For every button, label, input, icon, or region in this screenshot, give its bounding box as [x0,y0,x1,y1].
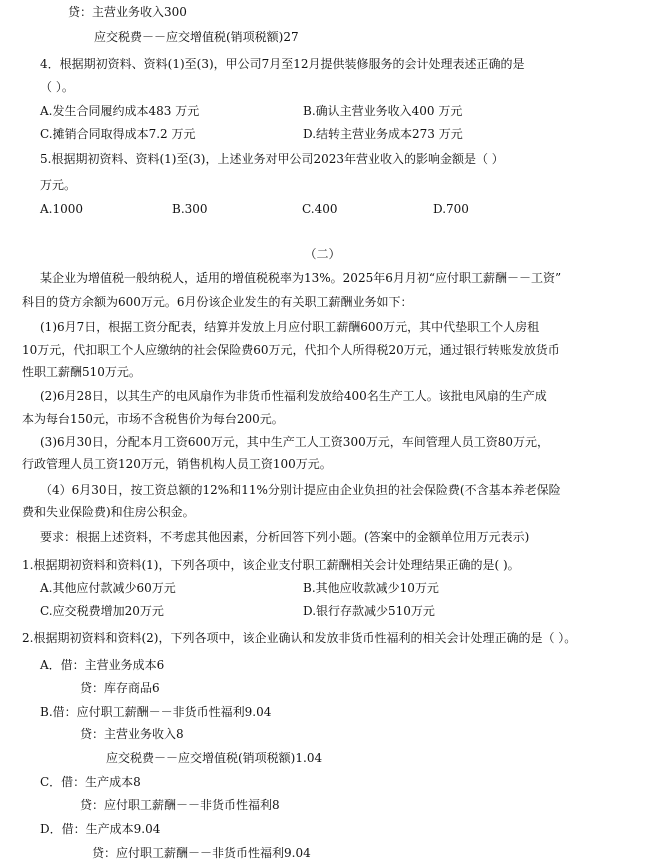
intro-line-1: 某企业为增值税一般纳税人，适用的增值税税率为13%。2025年6月月初“应付职工薪酬－－工资” [40,271,562,285]
q1-option-c: C.应交税费增加20万元 [40,604,164,618]
q2-option-d-debit: D．借：生产成本9.04 [40,822,161,836]
q2-option-b-credit-2: 应交税费－－应交增值税(销项税额)1.04 [106,751,323,765]
q1-stem: 1.根据期初资料和资料(1)，下列各项中，该企业支付职工薪酬相关会计处理结果正确的是( )。 [22,558,520,572]
requirement-text: 要求：根据上述资料，不考虑其他因素，分析回答下列小题。(答案中的金额单位用万元表示) [40,530,530,544]
q5-option-b: B.300 [172,202,208,216]
item-3-line-1: (3)6月30日，分配本月工资600万元，其中生产工人工资300万元，车间管理人员工资80万元， [40,435,549,449]
q1-option-b: B.其他应收款减少10万元 [303,581,439,595]
q2-option-a-credit: 贷：库存商品6 [80,681,160,695]
q5-stem: 5.根据期初资料、资料(1)至(3)，上述业务对甲公司2023年营业收入的影响金额是（ ） [40,152,504,166]
q5-option-c: C.400 [302,202,338,216]
q2-option-c-credit: 贷：应付职工薪酬－－非货币性福利8 [80,798,280,812]
q4-stem-cont: （ ）。 [40,80,74,94]
item-2-line-2: 本为每台150元，市场不含税售价为每台200元。 [22,412,284,426]
q2-option-b-credit: 贷：主营业务收入8 [80,727,184,741]
q4-stem: 4．根据期初资料、资料(1)至(3)，甲公司7月至12月提供装修服务的会计处理表述正确的是 [40,57,525,71]
q1-option-a: A.其他应付款减少60万元 [40,581,176,595]
item-1-line-2: 10万元，代扣职工个人应缴纳的社会保险费60万元，代扣个人所得税20万元，通过银行转账发放货币 [22,343,560,357]
item-4-line-2: 费和失业保险费)和住房公积金。 [22,505,195,519]
q5-stem-cont: 万元。 [40,178,77,192]
q4-option-d: D.结转主营业务成本273 万元 [303,127,463,141]
item-1-line-3: 性职工薪酬510万元。 [22,365,141,379]
q2-option-c-debit: C．借：生产成本8 [40,775,141,789]
q2-stem: 2.根据期初资料和资料(2)，下列各项中，该企业确认和发放非货币性福利的相关会计处理正确的是（ ）。 [22,631,577,645]
q4-option-b: B.确认主营业务收入400 万元 [303,104,463,118]
q4-option-c: C.摊销合同取得成本7.2 万元 [40,127,196,141]
intro-line-2: 科目的贷方余额为600万元。6月份该企业发生的有关职工薪酬业务如下： [22,295,413,309]
q2-option-d-credit: 贷：应付职工薪酬－－非货币性福利9.04 [92,846,311,860]
item-1-line-1: (1)6月7日，根据工资分配表，结算并发放上月应付职工薪酬600万元，其中代垫职工个人房租 [40,320,540,334]
q1-option-d: D.银行存款减少510万元 [303,604,435,618]
entry-credit-line: 贷：主营业务收入300 [68,5,187,19]
q5-option-a: A.1000 [40,202,84,216]
q4-option-a: A.发生合同履约成本483 万元 [40,104,200,118]
item-4-line-1: （4）6月30日，按工资总额的12%和11%分别计提应由企业负担的社会保险费(不含基本养老保险 [40,483,561,497]
section-title: （二） [304,247,341,261]
entry-credit-subline: 应交税费－－应交增值税(销项税额)27 [94,30,299,44]
q2-option-a-debit: A．借：主营业务成本6 [40,658,165,672]
q5-option-d: D.700 [433,202,469,216]
item-3-line-2: 行政管理人员工资120万元，销售机构人员工资100万元。 [22,457,332,471]
item-2-line-1: (2)6月28日，以其生产的电风扇作为非货币性福利发放给400名生产工人。该批电风扇的生产成 [40,389,547,403]
q2-option-b-debit: B.借：应付职工薪酬－－非货币性福利9.04 [40,705,272,719]
